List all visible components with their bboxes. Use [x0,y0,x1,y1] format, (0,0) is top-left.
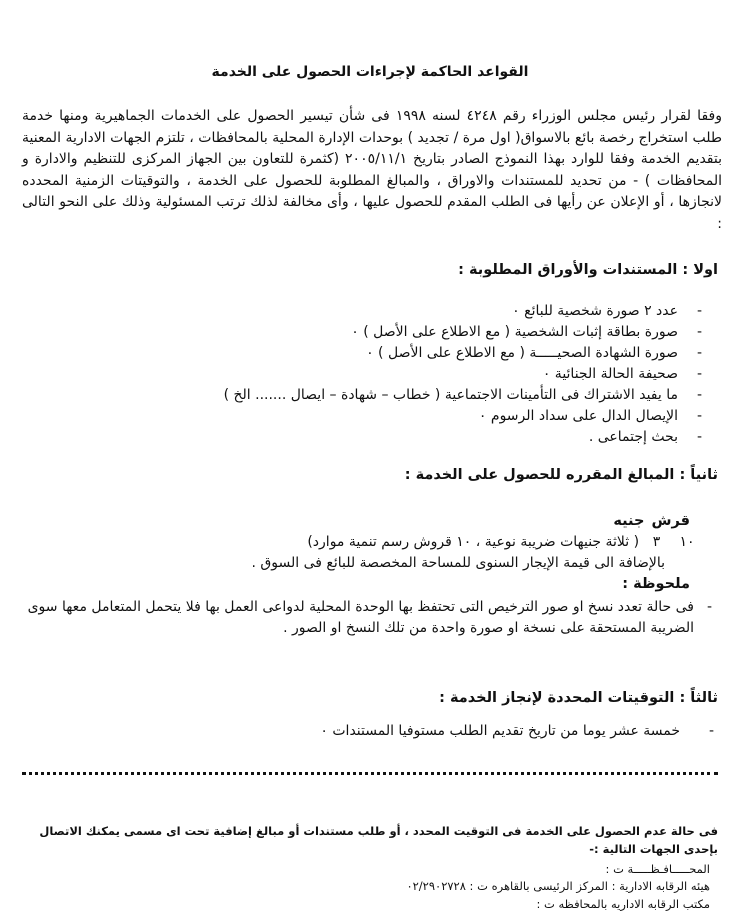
note-label: ملحوظة : [622,576,690,592]
contact-aca-office: مكتب الرقابه الاداريه بالمحافظه ت : [536,897,710,911]
fee-addition: بالإضافة الى قيمة الإيجار السنوى للمساحة المخصصة للبائع فى السوق . [251,555,665,571]
note-text: - فى حالة تعدد نسخ او صور الترخيص التى تحتفظ بها الوحدة المحلية لدواعى العمل بها فلا يتحمل المتعامل معها سوى الضريبة المستحقة على نسخة او صورة واحدة من تلك النسخ او الصور . [26,597,716,639]
list-item: - ما يفيد الاشتراك فى التأمينات الاجتماعية ( خطاب – شهادة – ايصال ....... الخ ) [58,385,678,406]
pound-value: ٣ [652,534,661,550]
list-item: - صحيفة الحالة الجنائية ٠ [58,364,678,385]
dotted-divider [22,772,718,775]
list-item: - صورة الشهادة الصحيـــــة ( مع الاطلاع على الأصل ) ٠ [58,343,678,364]
contact-governorate: المحـــــافـظـــــة ت : [605,862,710,876]
fee-column-headers [613,513,690,529]
list-item: - عدد ٢ صورة شخصية للبائع ٠ [58,301,678,322]
col-piaster: قرش [651,513,690,529]
intro-paragraph: وفقا لقرار رئيس مجلس الوزراء رقم ٤٢٤٨ لسنه ١٩٩٨ فى شأن تيسير الحصول على الخدمات الجماهيرية ومنها خدمة طلب استخراج رخصة بائع بالاسواق( اول مرة / تجديد ) بوحدات الإدارة المحلية بالمحافظات ، تلتزم الجهات الادارية المعنية بتقديم الخدمة وفقا للوارد بهذا النموذج الصادر بتاريخ ٢٠٠٥/١١/١ (كثمرة للتعاون بين الجهاز المركزى للتنظيم والادارة و المحافظات ) - من تحديد للمستندات والاوراق ، والمبالغ المطلوبة للحصول على الخدمة ، والتوقيتات الزمنية المحدده لانجازها ، أو الإعلان عن رأيها فى الطلب المقدم للحصول عليها ، وأى مخالفة لذلك ترتب المسئولية وذلك على النحو التالى : [22,108,723,232]
section2-heading: ثانياً : المبالغ المقرره للحصول على الخدمة : [404,467,718,483]
fee-row [307,534,700,550]
required-documents-list [58,301,678,448]
deadline-item: - خمسة عشر يوما من تاريخ تقديم الطلب مستوفيا المستندات ٠ [320,723,680,739]
list-item: - بحث إجتماعى . [58,427,678,448]
list-item: - صورة بطاقة إثبات الشخصية ( مع الاطلاع على الأصل ) ٠ [58,322,678,343]
piaster-value: ١٠ [679,534,695,550]
section1-heading: اولا : المستندات والأوراق المطلوبة : [458,262,718,278]
page-title: القواعد الحاكمة لإجراءات الحصول على الخدمة [211,64,529,80]
list-item: - الإيصال الدال على سداد الرسوم ٠ [58,406,678,427]
section3-heading: ثالثاً : التوقيتات المحددة لإنجاز الخدمة : [439,690,718,706]
complaint-notice: فى حالة عدم الحصول على الخدمة فى التوقيت المحدد ، أو طلب مستندات أو مبالغ إضافية تحت اى مسمى يمكنك الاتصال بإحدى الجهات التالية :- [39,824,718,856]
fee-description: ( ثلاثة جنيهات ضريبة نوعية ، ١٠ قروش رسم تنمية موارد) [307,534,640,550]
col-pound: جنيه [613,513,645,529]
contact-aca-hq: هيئه الرقابه الادارية : المركز الرئيسى بالقاهره ت : ٠٢/٢٩٠٢٧٢٨ [406,879,710,893]
